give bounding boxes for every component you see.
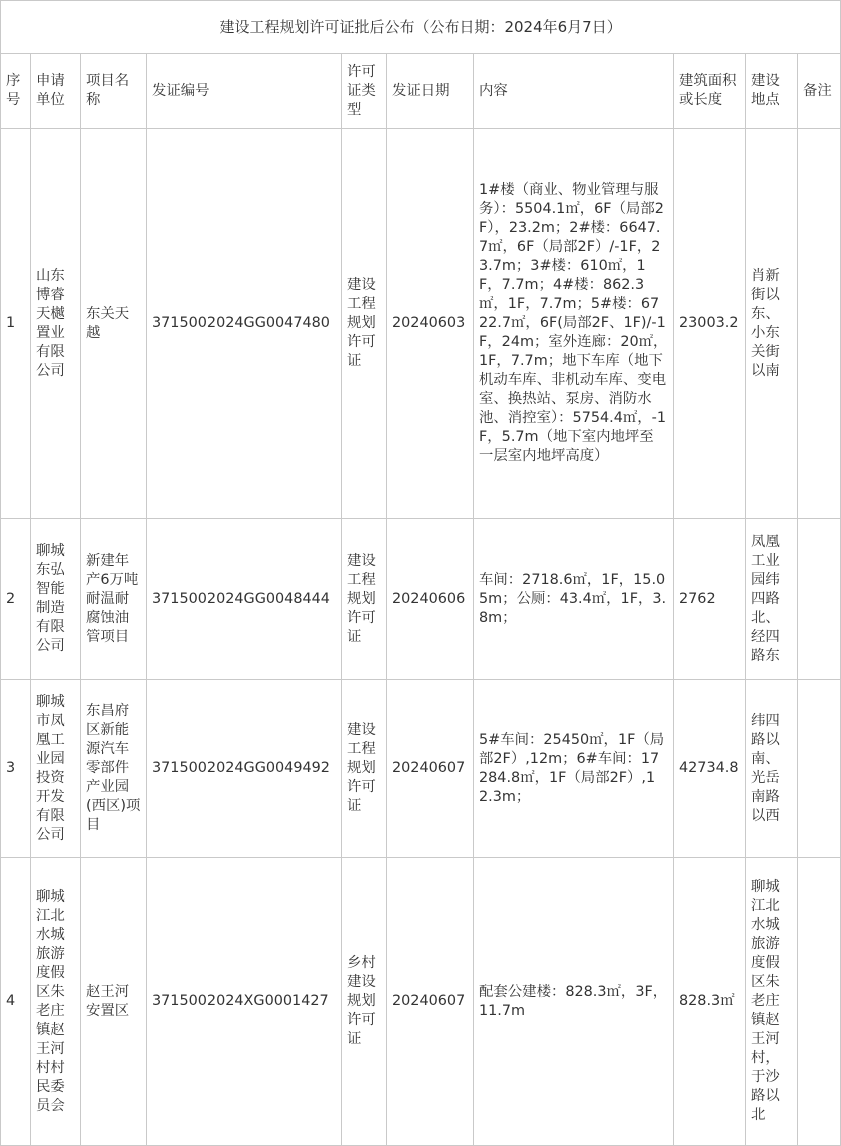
header-project: 项目名称 (81, 54, 147, 129)
cell-applicant: 山东博睿天樾置业有限公司 (31, 129, 81, 519)
cell-issue-date: 20240607 (387, 858, 474, 1146)
cell-cert-no: 3715002024XG0001427 (147, 858, 342, 1146)
cell-seq: 2 (1, 519, 31, 680)
cell-applicant: 聊城市凤凰工业园投资开发有限公司 (31, 680, 81, 858)
table-row (1, 129, 841, 519)
cell-location: 肖新街以东、小东关街以南 (746, 129, 798, 519)
cell-issue-date: 20240607 (387, 680, 474, 858)
cell-area: 2762 (674, 519, 746, 680)
cell-permit-type: 建设工程规划许可证 (342, 519, 387, 680)
header-issue-date: 发证日期 (387, 54, 474, 129)
header-remark: 备注 (798, 54, 841, 129)
header-permit-type: 许可证类型 (342, 54, 387, 129)
cell-project: 东关天越 (81, 129, 147, 519)
cell-seq: 3 (1, 680, 31, 858)
table-title: 建设工程规划许可证批后公布（公布日期：2024年6月7日） (1, 1, 841, 54)
cell-applicant: 聊城江北水城旅游度假区朱老庄镇赵王河村村民委员会 (31, 858, 81, 1146)
title-row (1, 1, 841, 54)
header-area: 建筑面积或长度 (674, 54, 746, 129)
cell-seq: 4 (1, 858, 31, 1146)
cell-seq: 1 (1, 129, 31, 519)
cell-area: 828.3㎡ (674, 858, 746, 1146)
table-row (1, 858, 841, 1146)
table-row (1, 680, 841, 858)
cell-area: 42734.8 (674, 680, 746, 858)
cell-cert-no: 3715002024GG0048444 (147, 519, 342, 680)
cell-content: 5#车间：25450㎡，1F（局部2F）,12m；6#车间：17284.8㎡，1F（局部2F）,12.3m； (474, 680, 674, 858)
cell-permit-type: 乡村建设规划许可证 (342, 858, 387, 1146)
cell-project: 新建年产6万吨耐温耐腐蚀油管项目 (81, 519, 147, 680)
header-cert-no: 发证编号 (147, 54, 342, 129)
cell-location: 聊城江北水城旅游度假区朱老庄镇赵王河村，于沙路以北 (746, 858, 798, 1146)
cell-content: 配套公建楼：828.3㎡，3F，11.7m (474, 858, 674, 1146)
header-row (1, 54, 841, 129)
cell-remark (798, 129, 841, 519)
header-location: 建设地点 (746, 54, 798, 129)
table-row (1, 519, 841, 680)
cell-project: 赵王河安置区 (81, 858, 147, 1146)
cell-applicant: 聊城东弘智能制造有限公司 (31, 519, 81, 680)
header-seq: 序号 (1, 54, 31, 129)
cell-cert-no: 3715002024GG0047480 (147, 129, 342, 519)
cell-content: 车间：2718.6㎡，1F，15.05m；公厕：43.4㎡，1F，3.8m； (474, 519, 674, 680)
header-applicant: 申请单位 (31, 54, 81, 129)
cell-cert-no: 3715002024GG0049492 (147, 680, 342, 858)
cell-remark (798, 858, 841, 1146)
cell-location: 纬四路以南、光岳南路以西 (746, 680, 798, 858)
cell-area: 23003.2 (674, 129, 746, 519)
cell-content: 1#楼（商业、物业管理与服务）：5504.1㎡，6F（局部2F），23.2m；2#楼：6647.7㎡，6F（局部2F）/-1F，23.7m；3#楼：610㎡，1F，7.7m；4#楼：862.3㎡，1F，7.7m；5#楼：6722.7㎡，6F(局部2F、1F)/-1F，24m；室外连廊：20㎡，1F，7.7m；地下车库（地下机动车库、非机动车库、变电室、换热站、泵房、消防水池、消控室）：5754.4㎡，-1F，5.7m（地下室内地坪至一层室内地坪高度） (474, 129, 674, 519)
header-content: 内容 (474, 54, 674, 129)
cell-issue-date: 20240603 (387, 129, 474, 519)
cell-permit-type: 建设工程规划许可证 (342, 129, 387, 519)
cell-location: 凤凰工业园纬四路北、经四路东 (746, 519, 798, 680)
cell-project: 东昌府区新能源汽车零部件产业园(西区)项目 (81, 680, 147, 858)
cell-issue-date: 20240606 (387, 519, 474, 680)
cell-remark (798, 680, 841, 858)
cell-permit-type: 建设工程规划许可证 (342, 680, 387, 858)
cell-remark (798, 519, 841, 680)
